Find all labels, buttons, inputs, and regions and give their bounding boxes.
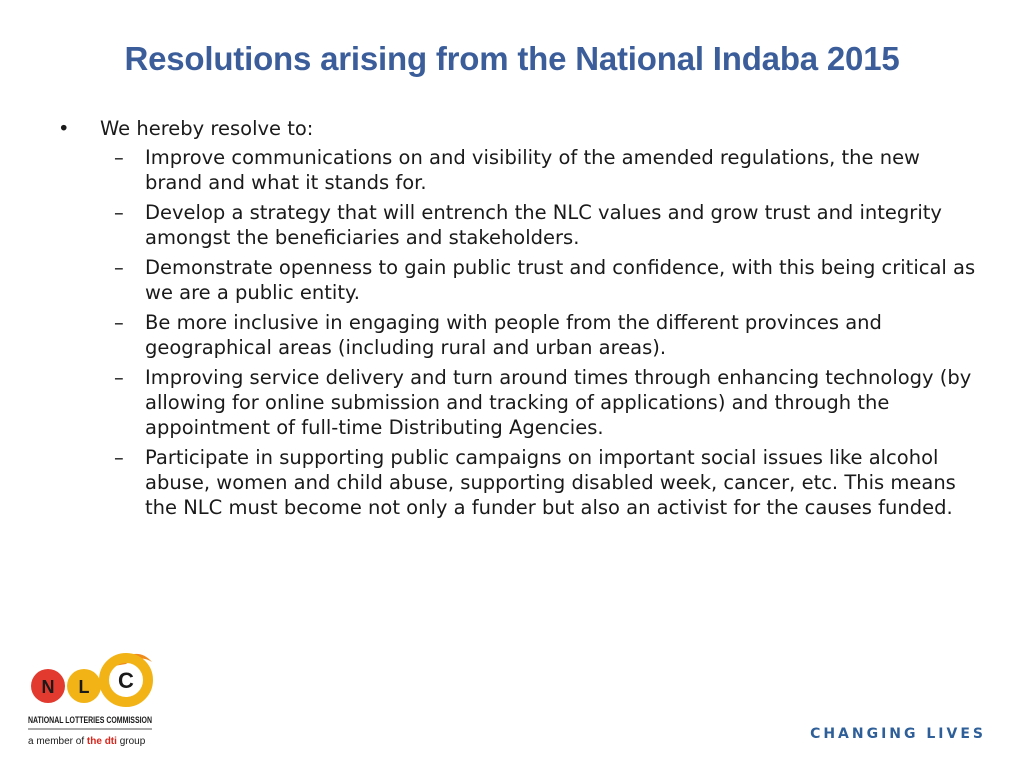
dash-marker: – (114, 366, 124, 389)
resolution-list (58, 145, 978, 520)
bullet-marker: • (58, 117, 70, 140)
logo-letter-n: N (41, 677, 55, 697)
logo-member-brand: the dti (86, 736, 117, 747)
list-item (58, 145, 978, 195)
list-item (58, 365, 978, 440)
list-item-text: Improving service delivery and turn around times through enhancing technology (by allowing for online submission and tracking of applications) and through the appointment of full-time Distributing Agencies. (145, 366, 972, 439)
logo-member-suffix: group (116, 736, 146, 747)
bullet-text: We hereby resolve to: (100, 117, 314, 140)
list-item (58, 255, 978, 305)
list-item-text: Develop a strategy that will entrench the NLC values and grow trust and integrity amongst the beneficiaries and stakeholders. (145, 201, 942, 249)
slide-body (58, 116, 978, 525)
list-item-text: Demonstrate openness to gain public trust and confidence, with this being critical as we are a public entity. (145, 256, 976, 304)
slide-title: Resolutions arising from the National Indaba 2015 (124, 40, 900, 77)
logo-org-name: NATIONAL LOTTERIES COMMISSION (28, 715, 153, 725)
logo-letter-l: L (78, 677, 90, 697)
dash-marker: – (114, 146, 124, 169)
list-item (58, 310, 978, 360)
dash-marker: – (114, 446, 124, 469)
main-bullet (58, 116, 978, 141)
dash-marker: – (114, 201, 124, 224)
list-item-text: Participate in supporting public campaigns on important social issues like alcohol abuse, women and child abuse, supporting disabled week, cancer, etc. This means the NLC must become not only a funder but also an activist for the causes funded. (145, 446, 956, 519)
list-item-text: Be more inclusive in engaging with people from the different provinces and geographical areas (including rural and urban areas). (145, 311, 882, 359)
list-item (58, 445, 978, 520)
logo-member-prefix: a member of (28, 736, 87, 747)
dash-marker: – (114, 256, 124, 279)
logo-member-line (28, 736, 146, 747)
footer-tagline: CHANGING LIVES (810, 726, 986, 742)
nlc-logo-graphic (28, 648, 158, 753)
dash-marker: – (114, 311, 124, 334)
list-item-text: Improve communications on and visibility of the amended regulations, the new brand and what it stands for. (145, 146, 921, 194)
list-item (58, 200, 978, 250)
nlc-logo (28, 648, 158, 753)
logo-letter-c: C (118, 668, 134, 693)
